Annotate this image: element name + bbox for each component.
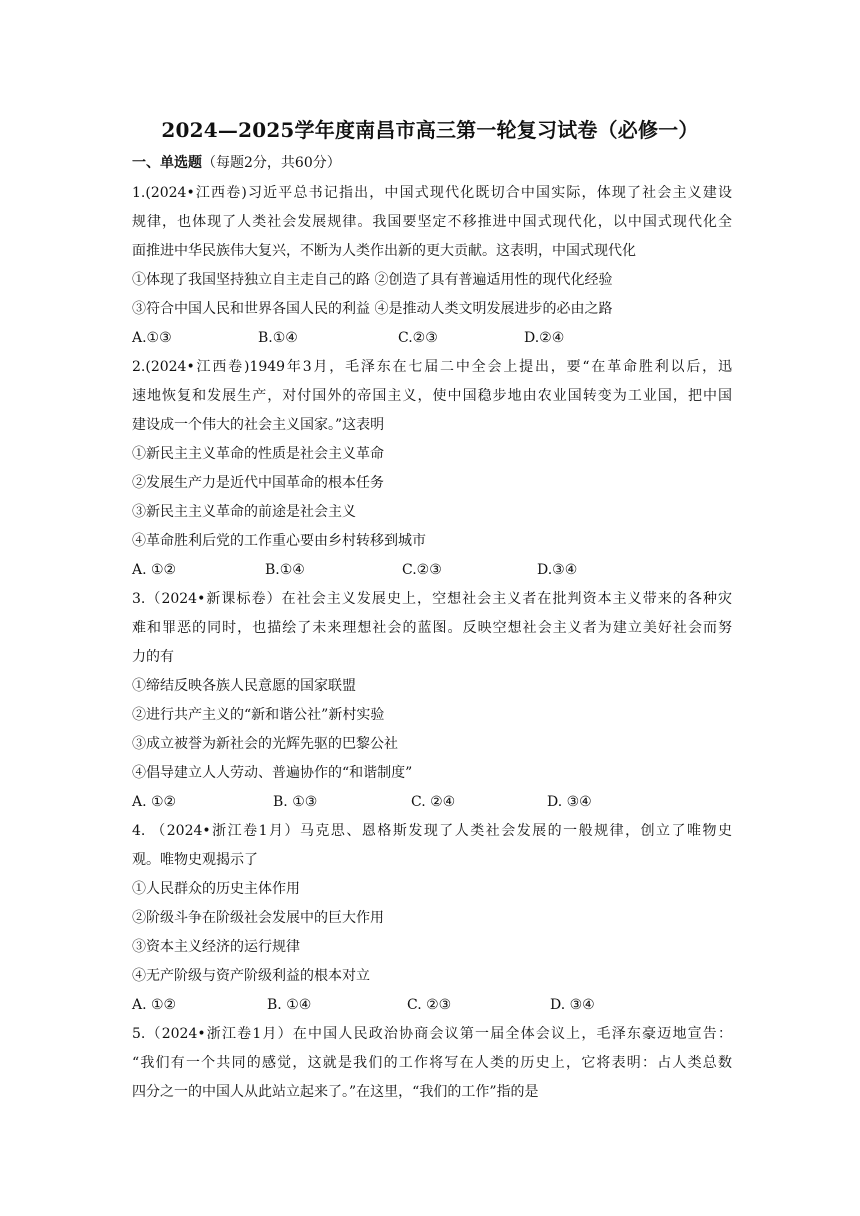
question-stem-line: 5.（2024•浙江卷1月）在中国人民政治协商会议第一届全体会议上，毛泽东豪迈地宣告： [132,1026,732,1042]
option-c: C.②③ [398,330,438,346]
statement-line: ①人民群众的历史主体作用 [132,881,300,897]
question-stem-line: 建设成一个伟大的社会主义国家。”这表明 [132,417,385,433]
statement-line: ②进行共产主义的“新和谐公社”新村实验 [132,707,385,723]
question-4 [132,817,732,1020]
section-heading-note: （每题2分，共60分） [202,155,341,171]
statement-line: ①体现了我国坚持独立自主走自己的路 ②创造了具有普遍适用性的现代化经验 [132,272,613,288]
statement-line: ④无产阶级与资产阶级利益的根本对立 [132,968,370,984]
question-stem-line: “我们有一个共同的感觉，这就是我们的工作将写在人类的历史上，它将表明：占人类总数 [132,1055,732,1071]
option-d: D. ③④ [547,794,592,810]
question-list [132,179,732,1107]
question-stem-line: 力的有 [132,649,174,665]
question-stem-line: 1.(2024•江西卷)习近平总书记指出，中国式现代化既切合中国实际，体现了社会主义建设 [132,185,732,201]
option-c: C.②③ [402,562,442,578]
question-1 [132,179,732,353]
question-2 [132,353,732,585]
question-stem-line: 2.(2024•江西卷)1949年3月，毛泽东在七届二中全会上提出，要“在革命胜利以后，迅 [132,359,732,375]
statement-line: ①缔结反映各族人民意愿的国家联盟 [132,678,356,694]
question-stem-line: 四分之一的中国人从此站立起来了。”在这里，“我们的工作”指的是 [132,1084,539,1100]
option-d: D.③④ [537,562,578,578]
statement-line: ③符合中国人民和世界各国人民的利益 ④是推动人类文明发展进步的必由之路 [132,301,613,317]
statement-line: ②发展生产力是近代中国革命的根本任务 [132,475,384,491]
statement-line: ④倡导建立人人劳动、普遍协作的“和谐制度” [132,765,413,781]
statement-line: ④革命胜利后党的工作重心要由乡村转移到城市 [132,533,426,549]
question-stem-line: 3.（2024•新课标卷）在社会主义发展史上，空想社会主义者在批判资本主义带来的各种灾 [132,591,732,607]
question-3 [132,585,732,817]
statement-line: ③新民主主义革命的前途是社会主义 [132,504,356,520]
options-row [132,556,732,585]
statement-line: ③成立被誉为新社会的光辉先驱的巴黎公社 [132,736,398,752]
option-a: A. ①② [132,997,177,1013]
options-row [132,788,732,817]
option-b: B.①④ [258,330,298,346]
statement-line: ①新民主主义革命的性质是社会主义革命 [132,446,384,462]
question-stem-line: 规律，也体现了人类社会发展规律。我国要坚定不移推进中国式现代化，以中国式现代化全 [132,214,732,230]
question-stem-line: 难和罪恶的同时，也描绘了未来理想社会的蓝图。反映空想社会主义者为建立美好社会而努 [132,620,732,636]
option-b: B. ①④ [267,997,312,1013]
question-stem-line: 面推进中华民族伟大复兴，不断为人类作出新的更大贡献。这表明，中国式现代化 [132,243,636,259]
option-c: C. ②④ [411,794,456,810]
question-stem-line: 观。唯物史观揭示了 [132,852,258,868]
question-5 [132,1020,732,1107]
section-heading-label: 一、单选题 [132,155,202,171]
options-row [132,324,732,353]
option-b: B.①④ [265,562,305,578]
option-a: A. ①② [132,562,177,578]
option-a: A.①③ [132,330,172,346]
statement-line: ②阶级斗争在阶级社会发展中的巨大作用 [132,910,384,926]
option-a: A. ①② [132,794,177,810]
option-d: D.②④ [524,330,565,346]
page-title: 2024—2025学年度南昌市高三第一轮复习试卷（必修一） [161,118,699,142]
statement-line: ③资本主义经济的运行规律 [132,939,300,955]
question-stem-line: 4. （2024•浙江卷1月）马克思、恩格斯发现了人类社会发展的一般规律，创立了唯物史 [132,823,732,839]
section-heading [132,152,341,172]
options-row [132,991,732,1020]
question-stem-line: 速地恢复和发展生产，对付国外的帝国主义，使中国稳步地由农业国转变为工业国，把中国 [132,388,732,404]
option-c: C. ②③ [407,997,452,1013]
option-d: D. ③④ [550,997,595,1013]
option-b: B. ①③ [273,794,318,810]
